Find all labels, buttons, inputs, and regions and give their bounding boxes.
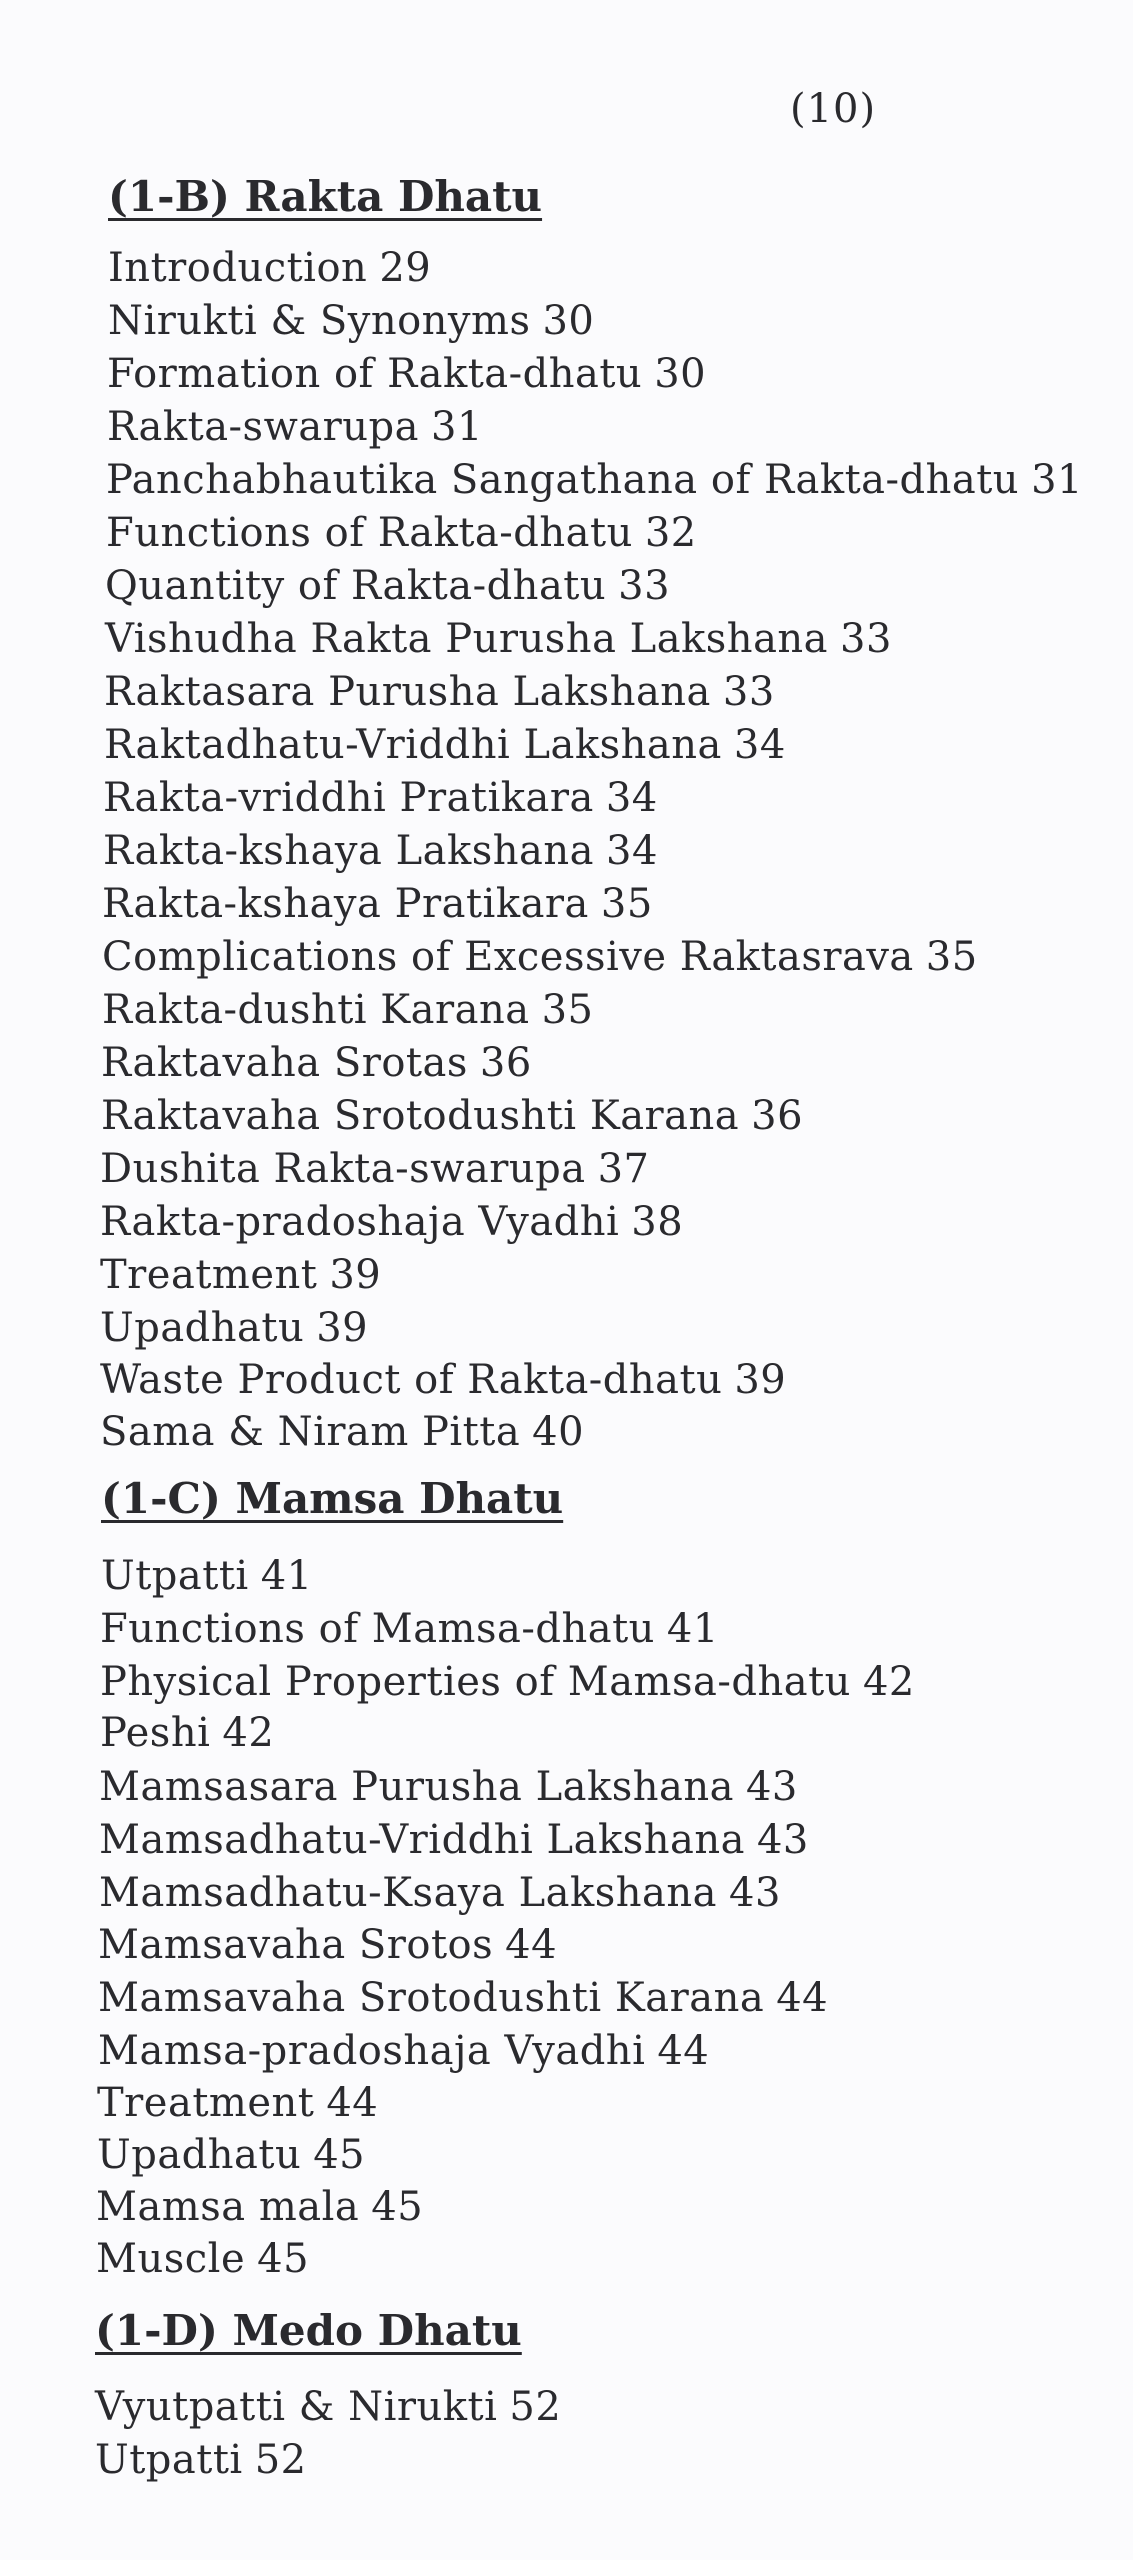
toc-entry-page: 33 <box>840 616 892 662</box>
toc-entry <box>100 1606 719 1652</box>
toc-entry-page: 42 <box>862 1659 915 1705</box>
toc-entry <box>100 1305 368 1351</box>
toc-entry-title: Rakta-pradoshaja Vyadhi <box>100 1199 620 1245</box>
toc-entry-page: 45 <box>371 2184 424 2230</box>
toc-entry <box>102 987 594 1033</box>
toc-entry-title: Treatment <box>100 1252 318 1298</box>
toc-entry-page: 31 <box>1031 457 1083 503</box>
toc-entry-title: Physical Properties of Mamsa-dhatu <box>100 1659 851 1705</box>
toc-entry-title: Treatment <box>97 2080 315 2126</box>
toc-entry-title: Mamsadhatu-Ksaya Lakshana <box>99 1870 717 1916</box>
toc-entry-page: 52 <box>254 2437 307 2483</box>
toc-entry-page: 41 <box>666 1606 719 1652</box>
toc-entry <box>106 510 697 556</box>
toc-entry-page: 44 <box>657 2028 710 2074</box>
toc-entry-title: Mamsavaha Srotodushti Karana <box>98 1975 765 2021</box>
toc-entry <box>101 1093 803 1139</box>
toc-entry <box>100 1252 381 1298</box>
toc-entry-title: Mamsa mala <box>96 2184 360 2230</box>
toc-entry <box>105 616 892 662</box>
toc-entry-title: Functions of Rakta-dhatu <box>106 510 633 556</box>
toc-entry-page: 44 <box>776 1975 829 2021</box>
toc-entry <box>95 2437 307 2483</box>
toc-entry-page: 37 <box>597 1146 650 1192</box>
toc-entry-title: Dushita Rakta-swarupa <box>100 1146 586 1192</box>
page-number: (10) <box>790 86 877 132</box>
toc-entry-page: 43 <box>756 1817 809 1863</box>
toc-entry <box>104 722 786 768</box>
toc-entry <box>108 245 431 291</box>
toc-entry <box>98 2028 709 2074</box>
toc-entry-title: Mamsasara Purusha Lakshana <box>99 1764 734 1810</box>
toc-entry-page: 34 <box>606 828 658 874</box>
toc-entry <box>100 1710 274 1756</box>
toc-entry-title: Panchabhautika Sangathana of Rakta-dhatu <box>106 457 1020 503</box>
toc-entry-page: 32 <box>644 510 697 556</box>
toc-entry-title: Rakta-kshaya Lakshana <box>103 828 594 874</box>
toc-entry-page: 35 <box>600 881 653 927</box>
toc-entry-title: Utpatti <box>101 1553 249 1599</box>
toc-entry-page: 33 <box>618 563 671 609</box>
toc-entry-title: Formation of Rakta-dhatu <box>107 351 643 397</box>
toc-entry <box>105 563 670 609</box>
toc-entry-page: 34 <box>733 722 786 768</box>
toc-entry-page: 39 <box>316 1305 369 1351</box>
toc-entry <box>104 669 775 715</box>
toc-entry-page: 39 <box>329 1252 382 1298</box>
toc-entry-title: Rakta-vriddhi Pratikara <box>103 775 594 821</box>
toc-entry <box>97 2132 365 2178</box>
toc-entry-title: Nirukti & Synonyms <box>108 298 531 344</box>
toc-entry-page: 29 <box>379 245 432 291</box>
toc-entry <box>96 2184 423 2230</box>
toc-entry-page: 34 <box>605 775 658 821</box>
toc-entry-title: Utpatti <box>95 2437 243 2483</box>
toc-entry-title: Waste Product of Rakta-dhatu <box>100 1357 723 1403</box>
toc-entry-page: 41 <box>260 1553 313 1599</box>
toc-entry-page: 30 <box>654 351 707 397</box>
toc-entry-title: Vishudha Rakta Purusha Lakshana <box>105 616 829 662</box>
toc-entry-title: Quantity of Rakta-dhatu <box>105 563 607 609</box>
toc-entry-title: Introduction <box>108 245 368 291</box>
toc-entry <box>103 828 658 874</box>
section-heading-rakta-dhatu: (1-B) Rakta Dhatu <box>108 172 543 221</box>
toc-entry <box>98 1975 828 2021</box>
toc-entry <box>103 775 658 821</box>
toc-entry-page: 43 <box>729 1870 781 1916</box>
toc-entry-title: Raktavaha Srotas <box>101 1040 468 1086</box>
toc-entry-page: 35 <box>925 934 978 980</box>
toc-entry-page: 45 <box>257 2236 310 2282</box>
toc-entry-title: Mamsavaha Srotos <box>98 1922 494 1968</box>
toc-entry <box>99 1817 809 1863</box>
toc-entry <box>98 1922 557 1968</box>
section-heading-mamsa-dhatu: (1-C) Mamsa Dhatu <box>101 1474 564 1523</box>
toc-entry-title: Sama & Niram Pitta <box>100 1409 521 1455</box>
toc-entry-title: Rakta-kshaya Pratikara <box>102 881 589 927</box>
toc-entry-title: Complications of Excessive Raktasrava <box>102 934 914 980</box>
toc-entry <box>99 1870 781 1916</box>
toc-entry-page: 44 <box>505 1922 558 1968</box>
toc-entry-page: 40 <box>532 1409 585 1455</box>
toc-entry <box>95 2384 561 2430</box>
toc-entry-title: Upadhatu <box>97 2132 302 2178</box>
toc-entry <box>97 2080 378 2126</box>
toc-entry-title: Rakta-dushti Karana <box>102 987 530 1033</box>
toc-entry <box>102 881 653 927</box>
toc-entry-title: Peshi <box>100 1710 211 1756</box>
toc-entry-title: Raktadhatu-Vriddhi Lakshana <box>104 722 722 768</box>
section-heading-medo-dhatu: (1-D) Medo Dhatu <box>95 2306 522 2355</box>
toc-entry <box>101 1553 313 1599</box>
toc-entry-title: Mamsadhatu-Vriddhi Lakshana <box>99 1817 745 1863</box>
toc-entry-title: Raktasara Purusha Lakshana <box>104 669 711 715</box>
toc-entry-page: 52 <box>509 2384 562 2430</box>
toc-entry-page: 45 <box>313 2132 366 2178</box>
toc-entry-page: 39 <box>734 1357 787 1403</box>
toc-entry <box>99 1764 798 1810</box>
toc-entry-page: 38 <box>631 1199 684 1245</box>
toc-entry <box>100 1659 915 1705</box>
toc-entry <box>100 1409 584 1455</box>
toc-entry <box>107 404 483 450</box>
toc-entry <box>102 934 978 980</box>
toc-entry-page: 36 <box>479 1040 532 1086</box>
toc-entry <box>96 2236 309 2282</box>
toc-entry <box>106 457 1083 503</box>
toc-entry-page: 30 <box>542 298 595 344</box>
toc-entry-title: Raktavaha Srotodushti Karana <box>101 1093 740 1139</box>
toc-entry-title: Vyutpatti & Nirukti <box>95 2384 498 2430</box>
toc-entry <box>101 1040 532 1086</box>
toc-entry <box>100 1357 786 1403</box>
toc-entry-page: 31 <box>431 404 483 450</box>
toc-entry-title: Upadhatu <box>100 1305 305 1351</box>
toc-entry <box>107 351 706 397</box>
toc-entry <box>100 1199 683 1245</box>
toc-entry-page: 43 <box>745 1764 798 1810</box>
toc-entry-page: 35 <box>541 987 594 1033</box>
toc-entry-title: Rakta-swarupa <box>107 404 420 450</box>
toc-entry-page: 33 <box>722 669 775 715</box>
toc-entry-title: Functions of Mamsa-dhatu <box>100 1606 655 1652</box>
toc-entry <box>108 298 594 344</box>
toc-entry-title: Mamsa-pradoshaja Vyadhi <box>98 2028 646 2074</box>
toc-entry-title: Muscle <box>96 2236 246 2282</box>
toc-entry-page: 42 <box>222 1710 275 1756</box>
toc-entry <box>100 1146 649 1192</box>
toc-entry-page: 44 <box>326 2080 379 2126</box>
toc-entry-page: 36 <box>751 1093 804 1139</box>
